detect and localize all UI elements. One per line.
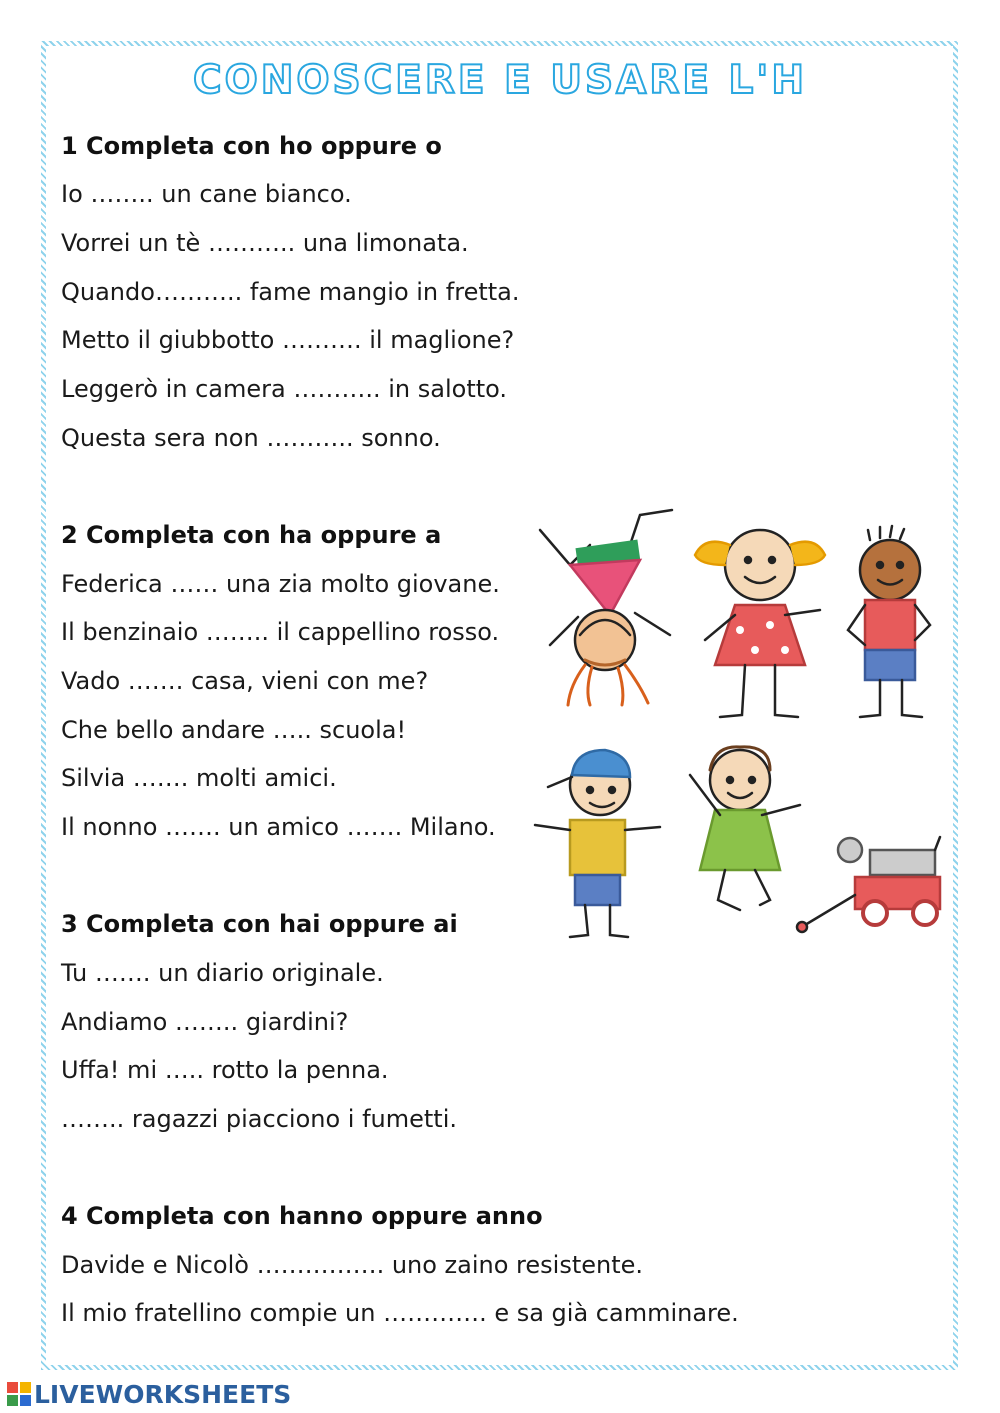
exercise-1-heading: 1 Completa con ho oppure o	[61, 132, 442, 160]
upside-down-girl	[540, 510, 672, 705]
exercise-2-sentence: Il benzinaio …….. il cappellino rosso.	[61, 618, 500, 646]
boy-red-shirt	[848, 526, 930, 717]
exercise-1-sentence: Leggerò in camera ……….. in salotto.	[61, 375, 508, 403]
liveworksheets-logo-icon	[6, 1381, 32, 1407]
exercise-3-heading: 3 Completa con hai oppure ai	[61, 910, 458, 938]
exercise-1-sentence: Vorrei un tè ……….. una limonata.	[61, 229, 469, 257]
exercise-2-heading: 2 Completa con ha oppure a	[61, 521, 442, 549]
exercise-2-sentence: Federica …… una zia molto giovane.	[61, 570, 500, 598]
dog-on-wagon	[797, 837, 940, 932]
boy-with-cap	[535, 750, 660, 937]
liveworksheets-brand[interactable]	[6, 1379, 291, 1409]
exercise-1-sentence: Questa sera non ……….. sonno.	[61, 424, 441, 452]
exercise-2-sentence: Che bello andare ….. scuola!	[61, 716, 407, 744]
exercise-1-sentence: Metto il giubbotto ………. il maglione?	[61, 326, 515, 354]
exercise-4-heading: 4 Completa con hanno oppure anno	[61, 1202, 543, 1230]
exercise-2-sentence: Vado ……. casa, vieni con me?	[61, 667, 429, 695]
exercise-4-sentence: Davide e Nicolò ……………. uno zaino resistente.	[61, 1251, 644, 1279]
exercise-3-sentence: Uffa! mi ….. rotto la penna.	[61, 1056, 389, 1084]
exercise-1-sentence: Io …….. un cane bianco.	[61, 180, 352, 208]
jumping-girl	[690, 747, 800, 910]
page-title: CONOSCERE E USARE L'H	[192, 58, 807, 103]
exercise-2-sentence: Silvia ……. molti amici.	[61, 764, 337, 792]
exercise-3-sentence: …….. ragazzi piacciono i fumetti.	[61, 1105, 457, 1133]
exercise-2-sentence: Il nonno ……. un amico ……. Milano.	[61, 813, 496, 841]
pigtail-girl	[695, 530, 825, 717]
children-illustration	[530, 505, 950, 945]
exercise-4-sentence: Il mio fratellino compie un …………. e sa già camminare.	[61, 1299, 739, 1327]
exercise-1-sentence: Quando……….. fame mangio in fretta.	[61, 278, 520, 306]
liveworksheets-text: LIVEWORKSHEETS	[34, 1379, 292, 1409]
exercise-3-sentence: Tu ……. un diario originale.	[61, 959, 384, 987]
exercise-3-sentence: Andiamo …….. giardini?	[61, 1008, 349, 1036]
